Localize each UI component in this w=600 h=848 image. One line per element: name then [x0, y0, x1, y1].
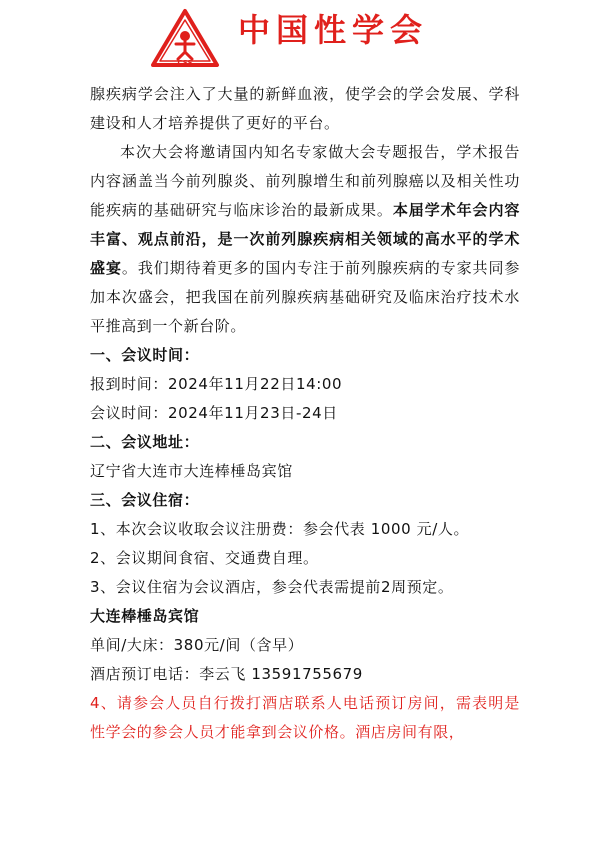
room-price: 单间/大床：380元/间（含早）	[90, 636, 304, 654]
hotel-booking-phone: 酒店预订电话：李云飞 13591755679	[90, 665, 363, 683]
list-item-self-paid: 2、会议期间食宿、交通费自理。	[90, 549, 319, 567]
meeting-time: 会议时间：2024年11月23日-24日	[90, 404, 338, 422]
paragraph-intro: 腺疾病学会注入了大量的新鲜血液，使学会的学会发展、学科建设和人才培养提供了更好的平台。	[90, 85, 520, 132]
society-logo-icon	[150, 8, 220, 68]
paragraph-bold-highlight: 本届学术年会内容丰富、观点前沿，是一次前列腺疾病相关领域的高水平的学术盛宴	[90, 201, 520, 277]
hotel-name: 大连棒棰岛宾馆	[90, 607, 200, 625]
document-body	[90, 80, 520, 747]
section-title-accommodation: 三、会议住宿：	[90, 491, 200, 509]
document-header	[0, 0, 600, 72]
report-time: 报到时间：2024年11月22日14:00	[90, 375, 343, 393]
meeting-address: 辽宁省大连市大连棒棰岛宾馆	[90, 462, 293, 480]
logo-letters: CSS	[177, 59, 193, 67]
paragraph-normal-text: 本次大会将邀请国内知名专家做大会专题报告，学术报告内容涵盖当今前列腺炎、前列腺增生和前列腺癌以及相关性功能疾病的基础研究与临床诊治的最新成果。	[90, 143, 520, 219]
list-item-booking-notice: 4、请参会人员自行拨打酒店联系人电话预订房间，需表明是性学会的参会人员才能拿到会议价格。酒店房间有限，	[90, 694, 520, 741]
list-item-registration-fee: 1、本次会议收取会议注册费：参会代表 1000 元/人。	[90, 520, 470, 538]
paragraph-tail-text: 。我们期待着更多的国内专注于前列腺疾病的专家共同参加本次盛会，把我国在前列腺疾病基础研究及临床治疗技术水平推高到一个新台阶。	[90, 259, 520, 335]
paragraph-conference-description	[90, 138, 520, 341]
section-title-address: 二、会议地址：	[90, 433, 200, 451]
organization-name: 中国性学会	[238, 11, 429, 49]
list-item-booking: 3、会议住宿为会议酒店，参会代表需提前2周预定。	[90, 578, 454, 596]
section-title-time: 一、会议时间：	[90, 346, 200, 364]
